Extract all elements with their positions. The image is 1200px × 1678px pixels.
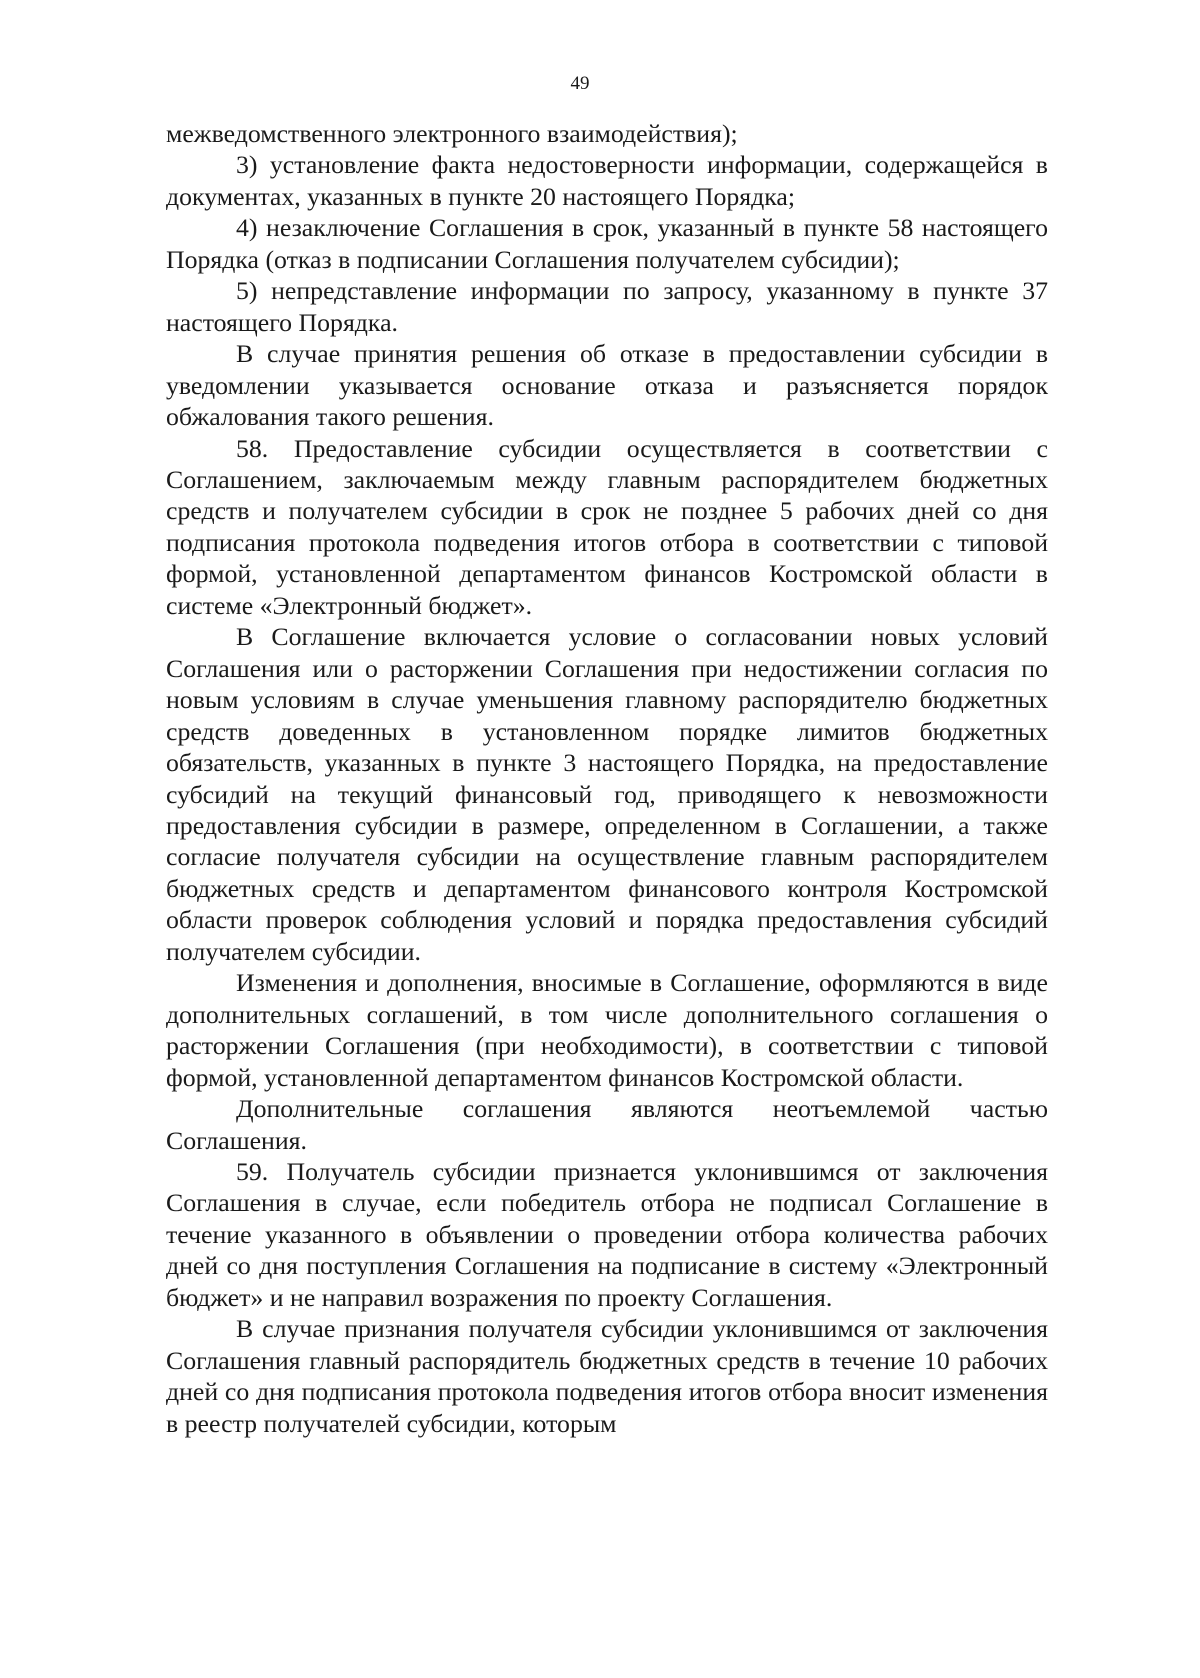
document-body	[166, 118, 1048, 1439]
paragraph-item-3: 3) установление факта недостоверности информации, содержащейся в документах, указанных в пункте 20 настоящего Порядка;	[166, 150, 1048, 211]
paragraph-amendments: Изменения и дополнения, вносимые в Соглашение, оформляются в виде дополнительных соглашений, в том числе дополнительного соглашения о расторжении Соглашения (при необходимости), в соответствии с типовой формой, установленной департаментом финансов Костромской области.	[166, 968, 1048, 1092]
paragraph-agreement-conditions: В Соглашение включается условие о согласовании новых условий Соглашения или о расторжении Соглашения при недостижении согласия по новым условиям в случае уменьшения главному распорядителю бюджетных средств доведенных в установленном порядке лимитов бюджетных обязательств, указанных в пункте 3 настоящего Порядка, на предоставление субсидий на текущий финансовый год, приводящего к невозможности предоставления субсидии в размере, определенном в Соглашении, а также согласие получателя субсидии на осуществление главным распорядителем бюджетных средств и департаментом финансового контроля Костромской области проверок соблюдения условий и порядка предоставления субсидий получателем субсидии.	[166, 622, 1048, 966]
paragraph-clause-58: 58. Предоставление субсидии осуществляется в соответствии с Соглашением, заключаемым между главным распорядителем бюджетных средств и получателем субсидии в срок не позднее 5 рабочих дней со дня подписания протокола подведения итогов отбора в соответствии с типовой формой, установленной департаментом финансов Костромской области в системе «Электронный бюджет».	[166, 433, 1048, 620]
paragraph-additional-agreements: Дополнительные соглашения являются неотъемлемой частью Соглашения.	[166, 1094, 1048, 1155]
paragraph-continuation: межведомственного электронного взаимодействия);	[166, 119, 738, 148]
paragraph-item-5: 5) непредставление информации по запросу, указанному в пункте 37 настоящего Порядка.	[166, 276, 1048, 337]
paragraph-clause-59: 59. Получатель субсидии признается уклонившимся от заключения Соглашения в случае, если победитель отбора не подписал Соглашение в течение указанного в объявлении о проведении отбора количества рабочих дней со дня поступления Соглашения на подписание в систему «Электронный бюджет» и не направил возражения по проекту Соглашения.	[166, 1156, 1048, 1312]
page-number: 49	[570, 73, 590, 94]
paragraph-item-4: 4) незаключение Соглашения в срок, указанный в пункте 58 настоящего Порядка (отказ в подписании Соглашения получателем субсидии);	[166, 213, 1048, 274]
paragraph-refusal-notice: В случае принятия решения об отказе в предоставлении субсидии в уведомлении указывается основание отказа и разъясняется порядок обжалования такого решения.	[166, 339, 1048, 432]
paragraph-evasion: В случае признания получателя субсидии уклонившимся от заключения Соглашения главный распорядитель бюджетных средств в течение 10 рабочих дней со дня подписания протокола подведения итогов отбора вносит изменения в реестр получателей субсидии, которым	[166, 1314, 1048, 1438]
